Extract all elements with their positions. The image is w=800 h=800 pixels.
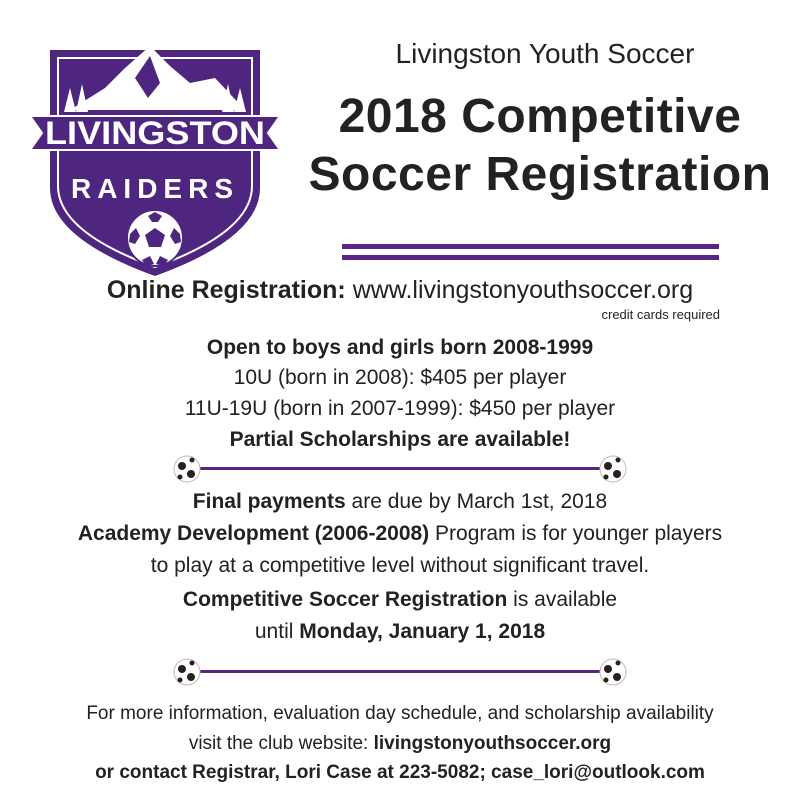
- online-registration: [0, 276, 800, 305]
- academy-description: to play at a competitive level without significant travel.: [150, 554, 650, 577]
- soccer-ball-icon: [598, 657, 628, 687]
- registration-url-link[interactable]: www.livingstonyouthsoccer.org: [352, 276, 694, 304]
- organization-name: Livingston Youth Soccer: [395, 38, 695, 69]
- title-underline: [342, 255, 719, 260]
- page-title: [280, 88, 800, 204]
- svg-text:RAIDERS: RAIDERS: [70, 173, 240, 204]
- livingston-raiders-logo: [30, 38, 280, 278]
- club-website: visit the club website: livingstonyouthsoccer.org: [188, 733, 612, 754]
- title-line-1: 2018 Competitive: [338, 90, 742, 143]
- final-payments: Final payments are due by March 1st, 2018: [192, 490, 608, 513]
- soccer-ball-icon: [172, 454, 202, 484]
- club-website-link[interactable]: livingstonyouthsoccer.org: [373, 733, 612, 754]
- soccer-ball-icon: [127, 210, 183, 266]
- eligibility-headline: Open to boys and girls born 2008-1999: [206, 336, 594, 359]
- more-info-text: For more information, evaluation day schedule, and scholarship availability: [86, 703, 714, 724]
- title-line-2: Soccer Registration: [308, 148, 772, 201]
- svg-text:LIVINGSTON: LIVINGSTON: [45, 115, 265, 151]
- registrar-contact: or contact Registrar, Lori Case at 223-5082; case_lori@outlook.com: [95, 762, 705, 783]
- scholarships-note: Partial Scholarships are available!: [229, 428, 571, 451]
- registration-deadline: until Monday, January 1, 2018: [254, 620, 546, 643]
- academy-development: Academy Development (2006-2008) Program is for younger players: [77, 522, 723, 545]
- registration-availability: Competitive Soccer Registration is available: [182, 588, 618, 611]
- title-underline: [342, 244, 719, 249]
- soccer-divider: [0, 452, 800, 486]
- credit-card-note: credit cards required: [601, 307, 720, 322]
- soccer-divider: [0, 655, 800, 689]
- soccer-ball-icon: [598, 454, 628, 484]
- fee-11u-19u: 11U-19U (born in 2007-1999): $450 per player: [184, 397, 616, 420]
- fee-10u: 10U (born in 2008): $405 per player: [233, 366, 567, 389]
- online-registration-label: Online Registration:: [106, 276, 346, 304]
- soccer-ball-icon: [172, 657, 202, 687]
